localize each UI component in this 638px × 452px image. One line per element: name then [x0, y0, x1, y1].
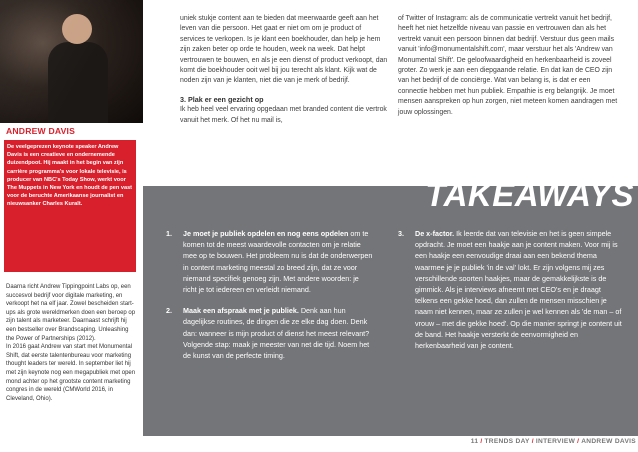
takeaway-heading: Maak een afspraak met je publiek.	[183, 306, 299, 316]
takeaway-heading: Je moet je publiek opdelen en nog eens opdelen	[183, 229, 349, 238]
takeaways-title: TAKEAWAYS	[425, 176, 634, 213]
footer-section-trends-day: TRENDS DAY	[484, 438, 530, 445]
author-highlight-box	[4, 140, 136, 272]
takeaway-body: om te komen tot de meest waardevolle contacten om je relatie mee op te bouwen. Het probleem nu is dat de onderwerpen in content marketing meestal zo breed zijn, dat ze voor niemand specifiek genoeg zijn. Met andere woorden: je richt je tot iedereen en verleidt niemand.	[183, 229, 373, 295]
article-column-1	[180, 14, 388, 126]
article-paragraph: uniek stukje content aan te bieden dat meerwaarde geeft aan het leven van die persoon. Het gaat er niet om om je product of services te verkopen. Is je klant een boekhouder, dan help je hem zijn zaken beter op orde te houden, week na week. Dat helpt vertrouwen te bouwen, en als je een dienst of product verkoopt, dan komt die boekhouder ooit wel bij jou terecht als klant. Kijk wat de noden zijn van je klanten, niet die van je merk of bedrijf.	[180, 15, 388, 85]
takeaway-body: Ik leerde dat van televisie en het is geen simpele opdracht. Je moet een haakje aan je content maken. Voor mij is een haakje een eenvoudige draai aan een bekend thema waarmee je je publiek 'in de val' lokt. Er zijn volgens mij zes verschillende soorten haakjes, maar de gemakkelijkste is de gimmick. Als je interviews afneemt met CEO's en je draagt telkens een gekke hoed, dan zullen de mensen misschien je naam niet kennen, maar ze zullen je wel kennen als 'de man – of vrouw – met die gekke hoed'. Op die manier springt je content uit de band. Het haakje versterkt de eenvormigheid en herkenbaarheid van je content.	[415, 229, 622, 351]
article-subheading: 3. Plak er een gezicht op	[180, 94, 264, 104]
page-footer	[471, 437, 636, 447]
author-bio-paragraph-2: In 2016 gaat Andrew van start met Monumental Shift, dat eerste talentenbureau voor marketing thought leaders ter wereld. In september liet hij met zijn keynote nog een megapubliek met open mond achter op het grootste content marketing congres in de wereld (CMWorld 2016, in Cleveland, Ohio).	[6, 344, 136, 402]
article-column-2	[398, 14, 620, 118]
takeaway-number: 1.	[166, 229, 172, 238]
takeaways-column-right	[398, 228, 622, 361]
footer-section-author: ANDREW DAVIS	[581, 438, 636, 445]
footer-separator: /	[577, 438, 580, 445]
author-sidebar	[0, 0, 143, 452]
author-name: ANDREW DAVIS	[6, 126, 76, 136]
article-paragraph: of Twitter of Instagram: als de communicatie vertrekt vanuit het bedrijf, heeft het niet hetzelfde niveau van passie en vertrouwen dan als het vertrekt vanuit een persoon binnen dat bedrijf. Verstuur dus geen mails vanuit 'info@monumentalshift.com', maar verstuur het als 'Andrew van Monumental Shift'. De geloofwaardigheid en herkenbaarheid is zoveel groter. Zo werk je aan een diepgaande relatie. En dat kan de CEO zijn van het bedrijf of de conciërge. Wat van belang is, is dat er een connectie hebben met hun publiek. Empathie is erg belangrijk. Je moet mensen aanspreken op hun zorgen, niet meteen komen aandragen met jouw oplossingen.	[398, 15, 618, 116]
takeaway-item	[398, 228, 622, 351]
takeaway-body: Denk aan hun dagelijkse routines, de dingen die ze elke dag doen. Denk dan: wanneer is mijn product of dienst het meest relevant? Volgende stap: maak je meester van net die tijd. Noem het de kunst van de perfecte timing.	[183, 306, 370, 361]
author-photo	[0, 0, 143, 123]
author-bio	[6, 283, 138, 403]
page-number: 11	[470, 438, 479, 445]
footer-separator: /	[480, 438, 483, 445]
takeaway-heading: De x-factor.	[415, 229, 455, 238]
takeaways-column-left	[166, 228, 374, 371]
author-highlight-text: De veelgeprezen keynote speaker Andrew Davis is een creatieve en ondernemende duizendpoot. Hij maakt in het begin van zijn carrière programma's voor lokale televisie, is producer van NBC's Today Show, werkt voor The Muppets in New York en houdt de pen vast voor de beruchte Amerikaanse journalist en nieuwsanker Charles Kuralt.	[7, 144, 133, 208]
takeaway-number: 2.	[166, 306, 172, 316]
author-bio-paragraph-1: Daarna richt Andrew Tippingpoint Labs op, een succesvol bedrijf voor digitale marketing, en verkoopt het na elf jaar. Zowel bescheiden start-ups als grote wereldmerken doen een beroep op zijn talent als marketeer. Daarnaast schrijft hij een bestseller over Brandscaping. Unleashing the Power of Partnerships (2012).	[6, 284, 136, 342]
footer-section-interview: INTERVIEW	[535, 438, 576, 445]
footer-separator: /	[531, 438, 534, 445]
takeaway-number: 3.	[398, 229, 404, 238]
article-paragraph: Ik heb heel veel ervaring opgedaan met branded content die vertrok vanuit het merk. Of het nu mail is,	[180, 106, 387, 124]
takeaway-item	[166, 305, 374, 361]
takeaway-item	[166, 228, 374, 295]
